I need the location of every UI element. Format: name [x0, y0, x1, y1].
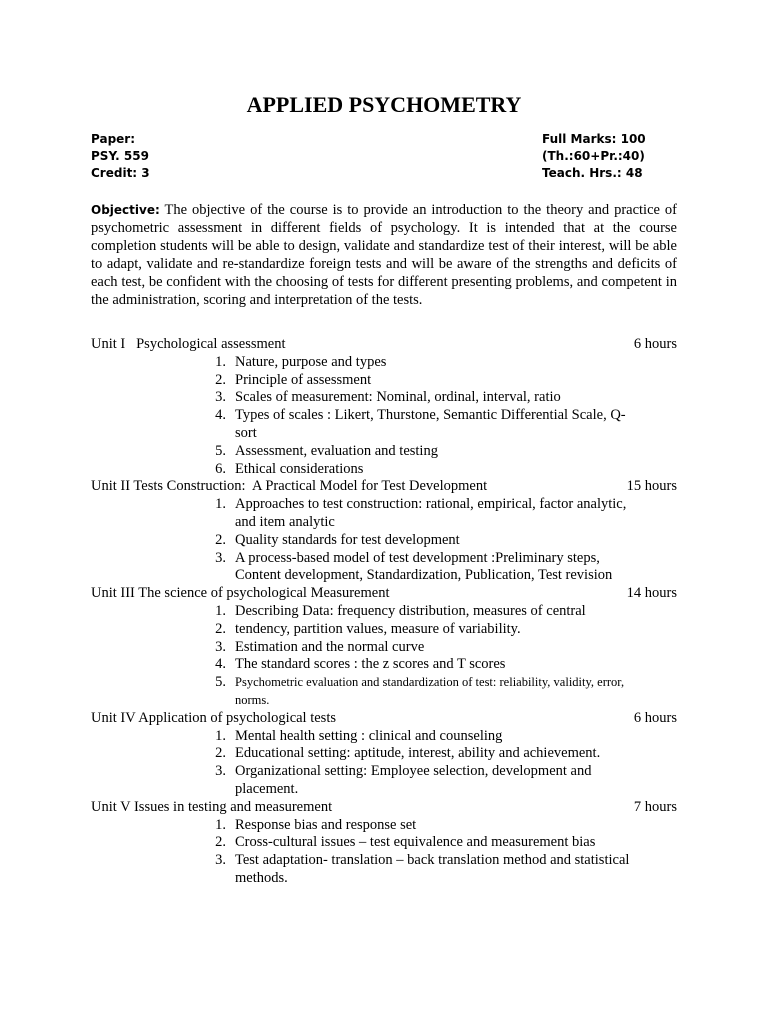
unit-topic-list	[91, 728, 677, 799]
list-item	[204, 674, 677, 710]
list-item	[204, 621, 677, 639]
list-item	[204, 550, 677, 586]
list-item-text: Organizational setting: Employee selection, development and placement.	[235, 763, 592, 797]
unit-title: Unit III The science of psychological Measurement	[91, 585, 390, 602]
list-item-number: 2.	[215, 371, 226, 388]
marks-info	[542, 131, 646, 182]
unit-hours: 15 hours	[626, 478, 677, 495]
list-item-text: Psychometric evaluation and standardization of test: reliability, validity, error, norms.	[235, 675, 625, 707]
list-item-number: 1.	[215, 816, 226, 833]
unit-hours: 7 hours	[633, 798, 677, 815]
unit-header	[91, 710, 677, 728]
list-item-number: 2.	[215, 531, 226, 548]
list-item-number: 3.	[215, 638, 226, 655]
unit-header	[91, 799, 677, 817]
list-item-number: 1.	[215, 353, 226, 370]
list-item-text: Assessment, evaluation and testing	[235, 442, 438, 459]
list-item	[204, 763, 677, 799]
list-item-text: Scales of measurement: Nominal, ordinal, interval, ratio	[235, 389, 561, 406]
list-item-text: tendency, partition values, measure of variability.	[235, 620, 521, 637]
objective-text: The objective of the course is to provide an introduction to the theory and practice of psychometric assessment in different fields of psychology. It is intended that at the course completion students will be able to design, validate and standardize test of their interest, will be able to adapt, validate and re-standardize foreign tests and will be aware of the strengths and deficits of each test, be confident with the choosing of tests for different presenting problems, and competent in the administration, scoring and interpretation of the tests.	[91, 202, 677, 308]
list-item	[204, 389, 677, 407]
unit-section	[91, 799, 677, 888]
list-item-text: Ethical considerations	[235, 460, 364, 477]
list-item	[204, 817, 677, 835]
list-item	[204, 728, 677, 746]
list-item-number: 5.	[215, 674, 226, 691]
list-item-number: 1.	[215, 496, 226, 513]
list-item-text: Types of scales : Likert, Thurstone, Semantic Differential Scale, Q-sort	[235, 407, 626, 441]
list-item-text: Estimation and the normal curve	[235, 638, 425, 655]
list-item	[204, 407, 677, 443]
credit: Credit: 3	[91, 166, 150, 180]
unit-hours: 6 hours	[633, 709, 677, 726]
list-item	[204, 745, 677, 763]
list-item-number: 1.	[215, 602, 226, 619]
unit-title: Unit V Issues in testing and measurement	[91, 798, 333, 815]
list-item-text: Cross-cultural issues – test equivalence and measurement bias	[235, 834, 596, 851]
list-item-text: The standard scores : the z scores and T scores	[235, 656, 506, 673]
unit-header	[91, 336, 677, 354]
unit-hours: 6 hours	[633, 336, 677, 352]
list-item-text: Response bias and response set	[235, 816, 417, 833]
list-item-number: 1.	[215, 727, 226, 744]
unit-title: Unit I Psychological assessment	[91, 336, 286, 352]
list-item	[204, 656, 677, 674]
list-item	[204, 461, 677, 479]
unit-header	[91, 585, 677, 603]
list-item	[204, 532, 677, 550]
course-code: PSY. 559	[91, 149, 149, 163]
list-item	[204, 852, 677, 888]
list-item-text: A process-based model of test development :Preliminary steps, Content development, Standardization, Publication, Test revision	[235, 549, 613, 584]
list-item-number: 3.	[215, 852, 226, 869]
unit-header	[91, 478, 677, 496]
list-item-number: 6.	[215, 460, 226, 477]
list-item-number: 2.	[215, 834, 226, 851]
list-item-number: 3.	[215, 763, 226, 780]
list-item	[204, 603, 677, 621]
list-item-number: 5.	[215, 442, 226, 459]
full-marks: Full Marks: 100	[542, 132, 646, 146]
paper-label: Paper:	[91, 132, 136, 146]
list-item-number: 3.	[215, 389, 226, 406]
unit-section	[91, 710, 677, 799]
list-item	[204, 639, 677, 657]
list-item-text: Principle of assessment	[235, 371, 372, 388]
list-item-number: 4.	[215, 656, 226, 673]
list-item-number: 3.	[215, 549, 226, 566]
unit-topic-list	[91, 817, 677, 888]
list-item-text: Test adaptation- translation – back translation method and statistical methods.	[235, 852, 630, 886]
unit-title: Unit II Tests Construction: A Practical Model for Test Development	[91, 478, 488, 495]
unit-section	[91, 336, 677, 478]
unit-section	[91, 478, 677, 585]
list-item	[204, 496, 677, 532]
list-item	[204, 354, 677, 372]
list-item	[204, 372, 677, 390]
list-item	[204, 834, 677, 852]
list-item-text: Describing Data: frequency distribution, measures of central	[235, 602, 586, 619]
unit-topic-list	[91, 603, 677, 710]
objective-paragraph	[91, 201, 677, 309]
teaching-hours: Teach. Hrs.: 48	[542, 166, 643, 180]
unit-title: Unit IV Application of psychological tests	[91, 709, 336, 726]
list-item-text: Nature, purpose and types	[235, 353, 387, 370]
list-item	[204, 443, 677, 461]
paper-info	[91, 131, 150, 182]
units-list	[91, 336, 677, 888]
list-item-text: Quality standards for test development	[235, 531, 460, 548]
list-item-text: Approaches to test construction: rational, empirical, factor analytic, and item analytic	[235, 496, 627, 530]
page-title: APPLIED PSYCHOMETRY	[246, 92, 522, 117]
list-item-text: Mental health setting : clinical and counseling	[235, 727, 503, 744]
list-item-number: 2.	[215, 745, 226, 762]
marks-split: (Th.:60+Pr.:40)	[542, 149, 645, 163]
list-item-number: 4.	[215, 407, 226, 424]
unit-topic-list	[91, 354, 677, 479]
unit-topic-list	[91, 496, 677, 585]
unit-section	[91, 585, 677, 710]
objective-label: Objective:	[91, 203, 160, 217]
list-item-text: Educational setting: aptitude, interest, ability and achievement.	[235, 745, 601, 762]
unit-hours: 14 hours	[626, 585, 677, 602]
list-item-number: 2.	[215, 620, 226, 637]
